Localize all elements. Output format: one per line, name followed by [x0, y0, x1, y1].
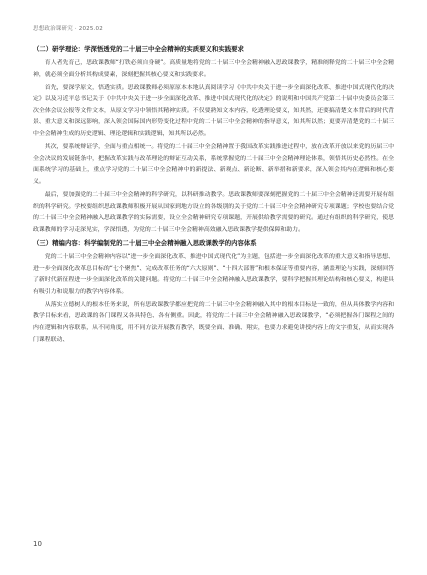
- paragraph: 首先，要深学原文，悟透实质。思政课教师必须原原本本地认真阅读学习《中共中央关于进一步全面深化改革、推进中国式现代化的决定》以及习近平总书记关于《中共中央关于进一步全面深化改革、推进中国式现代化的决定》的说明和中国共产党第二十届中央委员会第三次全体会议公报等文件文本，从原文学习中领悟其精神实质。不仅要熟知文本内容，吃透理论要义，知其然，还要搞清楚文本背后的时代背景、重大意义和深远影响，深入领会国际国内形势变化过程中党的二十届三中全会精神的指导意义，知其所以然；更要弄清楚党的二十届三中全会精神生成的历史逻辑、理论逻辑和实践逻辑，知其所以必然。: [33, 84, 394, 138]
- page-number: 10: [33, 540, 42, 548]
- running-head: 思想政治课研究 · 2025.02: [33, 26, 103, 32]
- paragraph: 党的二十届三中全会精神内容以“进一步全面深化改革、推进中国式现代化”为主题，包括进一步全面深化改革的重大意义和指导思想、进一步全面深化改革总目标的“七个聚焦”、完成改革任务的“六大原则”、“十四大部署”和根本保证等重要内容，涵盖理论与实践，深刻回答了新时代新征程进一步全面深化改革的关键问题。将党的二十届三中全会精神融入思政课教学，要科学把握其理论结构和核心要义，构建具有吸引力和说服力的教学内容体系。: [33, 253, 394, 295]
- paragraph: 其次，要系统辩证学，全面与重点相统一。将党的二十届三中全会精神置于我国改革实践推进过程中，放在改革开放以来党的历届三中全会决议的发展链条中，把握改革实践与改革理论的辩证互动关系，系统掌握党的二十届三中全会精神理论体系，领悟其历史必然性。在全面系统学习的基础上，重点学习党的二十届三中全会精神中的新提法、新观点、新论断、新举措和新要求，深入领会其内在逻辑和核心要义。: [33, 144, 394, 185]
- paragraph: 育人者先育己，思政课教师“打铁必须自身硬”。高质量地将党的二十届三中全会精神融入思政课教学，精准阐释党的二十届三中全会精神，就必须全面分析其构成要素，深刻把握其核心要义和实践要求。: [33, 60, 394, 78]
- section-heading-3: （三）精编内容：科学编制党的二十届三中全会精神融入思政课教学的内容体系: [33, 238, 257, 247]
- article-body: [33, 44, 394, 348]
- section-heading-2: （二）研学理论：学深悟透党的二十届三中全会精神的实质要义和实践要求: [33, 45, 244, 53]
- paragraph: 从落实立德树人的根本任务来说，所有思政课教学都应把党的二十届三中全会精神融入其中的根本目标是一致的，但从具体教学内容和教学目标来看，思政课的各门课程又各具特色、各有侧重。因此，将党的二十届三中全会精神融入思政课教学，“必须把握各门课程之间的内在逻辑和内容联系，从不同角度，用不同方法开展教育教学，既要全面、准确、翔实，也要力求避免讲授内容上的文字重复，从而实现各门课程联动、: [33, 301, 394, 343]
- paragraph: 最后，要加强党的二十届三中全会精神的科学研究，以科研推动教学。思政课教师要深刻把握党的二十届三中全会精神还需要开展有组织的科学研究。学校要组织思政课教师积极开展从国家到地方设立的各级别的关于党的二十届三中全会精神研究专项课题；学校也要结合党的二十届三中全会精神融入思政课教学的实际需要，设立全会精神研究专项课题，开展供给教学需要的研究。通过有组织的科学研究，使思政课教师的学习走深见实，学深悟透，为党的二十届三中全会精神高效融入思政课教学提供保障和助力。: [33, 192, 394, 233]
